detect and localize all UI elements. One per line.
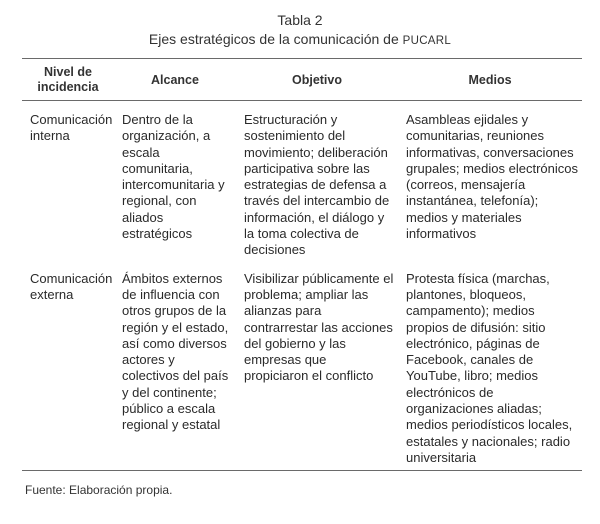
cell-medios: Protesta física (marchas, plantones, bloqueos, campamento); medios propios de difusión: sitio electrónico, páginas de Facebook, canales de YouTube, libro; medios electrónicos de organizaciones aliadas; medios periodísticos locales, estatales y nacionales; radio universitaria: [398, 265, 582, 471]
strategy-table: [22, 58, 582, 471]
header-objetivo: Objetivo: [236, 59, 398, 101]
cell-objetivo: Visibilizar públicamente el problema; ampliar las alianzas para contrarrestar las acciones del gobierno y las empresas que propiciaron el conflicto: [236, 265, 398, 471]
table-number: Tabla 2: [277, 12, 323, 28]
cell-alcance: Ámbitos externos de influencia con otros grupos de la región y el estado, así como diversos actores y colectivos del país y del continente; público a escala regional y estatal: [114, 265, 236, 471]
table-title: [0, 30, 600, 51]
table-header-row: [22, 59, 582, 101]
cell-medios: Asambleas ejidales y comunitarias, reuniones informativas, conversaciones grupales; medios electrónicos (correos, mensajería instantánea, telefonía); medios y materiales informativos: [406, 112, 578, 242]
cell-alcance: Dentro de la organización, a escala comunitaria, intercomunitaria y regional, con aliados estratégicos: [122, 112, 225, 242]
header-alcance: Alcance: [114, 59, 236, 101]
table-title-acronym: PUCARL: [402, 35, 452, 47]
cell-nivel: Comunicación externa: [22, 265, 114, 471]
table-row: [22, 101, 582, 265]
table-title-text: Ejes estratégicos de la comunicación de: [148, 31, 399, 47]
table-caption: [0, 11, 600, 51]
cell-objetivo: Estructuración y sostenimiento del movimiento; deliberación participativa sobre las estrategias de defensa a través del intercambio de información, el diálogo y la toma colectiva de decisiones: [244, 112, 390, 258]
header-nivel-incidencia: Nivel de incidencia: [22, 59, 114, 101]
header-medios: Medios: [398, 59, 582, 101]
table-row: [22, 265, 582, 471]
table-source-note: Fuente: Elaboración propia.: [25, 483, 173, 497]
cell-nivel: Comunicación interna: [30, 112, 113, 144]
